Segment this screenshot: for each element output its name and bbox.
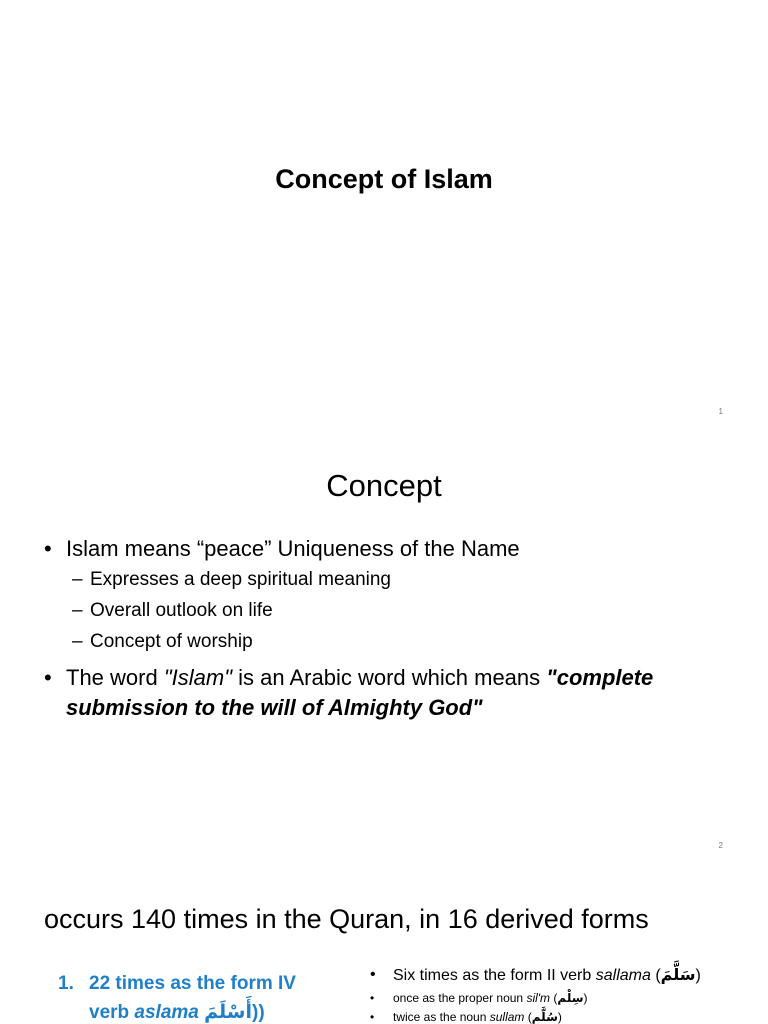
item-text: )	[557, 1010, 562, 1024]
numbered-item	[58, 970, 318, 1024]
bullet-text: is an Arabic word which means	[232, 665, 547, 690]
item-text: ))	[252, 1002, 265, 1023]
slide-1	[0, 0, 768, 430]
slide-2	[0, 430, 768, 862]
slide-title: Concept	[326, 468, 442, 503]
islam-word: "Islam"	[163, 665, 233, 690]
item-text: Six times as the form II verb	[393, 967, 596, 984]
bullet-text: Islam means “peace” Uniqueness of the Name	[66, 536, 520, 561]
slide-title: occurs 140 times in the Quran, in 16 derived forms	[44, 904, 649, 934]
sub-bullet-item: – Concept of worship	[66, 626, 708, 657]
item-text: (	[524, 1010, 532, 1024]
sub-bullet-item: – Overall outlook on life	[66, 595, 708, 626]
bullet-item	[44, 663, 708, 723]
item-text: (	[650, 967, 661, 984]
arabic-word: أَسْلَمَ	[204, 1001, 253, 1023]
transliteration: aslama	[134, 1002, 199, 1023]
item-line	[89, 998, 318, 1024]
list-item	[370, 1008, 748, 1024]
arabic-word: سُلَّم	[531, 1010, 558, 1024]
transliteration: sallama	[595, 967, 651, 984]
islam-meaning: "complete submission to the will of Almighty God"	[66, 665, 654, 720]
slide-3	[0, 862, 768, 1024]
sub-bullet-list	[66, 564, 708, 657]
item-text: )	[695, 967, 701, 984]
item-text: verb	[89, 1002, 135, 1023]
item-line: 22 times as the form IV	[89, 973, 296, 994]
slide-number: 1	[718, 407, 723, 416]
item-text: once as the proper noun	[393, 991, 527, 1005]
list-item	[370, 989, 748, 1008]
list-item	[370, 962, 748, 989]
arabic-word: سَلَّمَ	[660, 965, 696, 984]
derived-forms-list	[370, 962, 748, 1024]
arabic-word: سِلْم	[557, 991, 584, 1005]
item-text: (	[550, 991, 558, 1005]
slide-number: 2	[718, 841, 723, 850]
sub-bullet-item: – Expresses a deep spiritual meaning	[66, 564, 708, 595]
bullet-text: The word	[66, 665, 164, 690]
item-text: )	[583, 991, 588, 1005]
transliteration: sullam	[489, 1010, 525, 1024]
item-text: twice as the noun	[393, 1010, 490, 1024]
slide-title: Concept of Islam	[275, 164, 493, 194]
transliteration: sil'm	[526, 991, 551, 1005]
numbered-list	[58, 970, 318, 1024]
item-number: 1.	[58, 973, 74, 994]
bullet-list	[44, 534, 708, 723]
bullet-item	[44, 534, 708, 657]
